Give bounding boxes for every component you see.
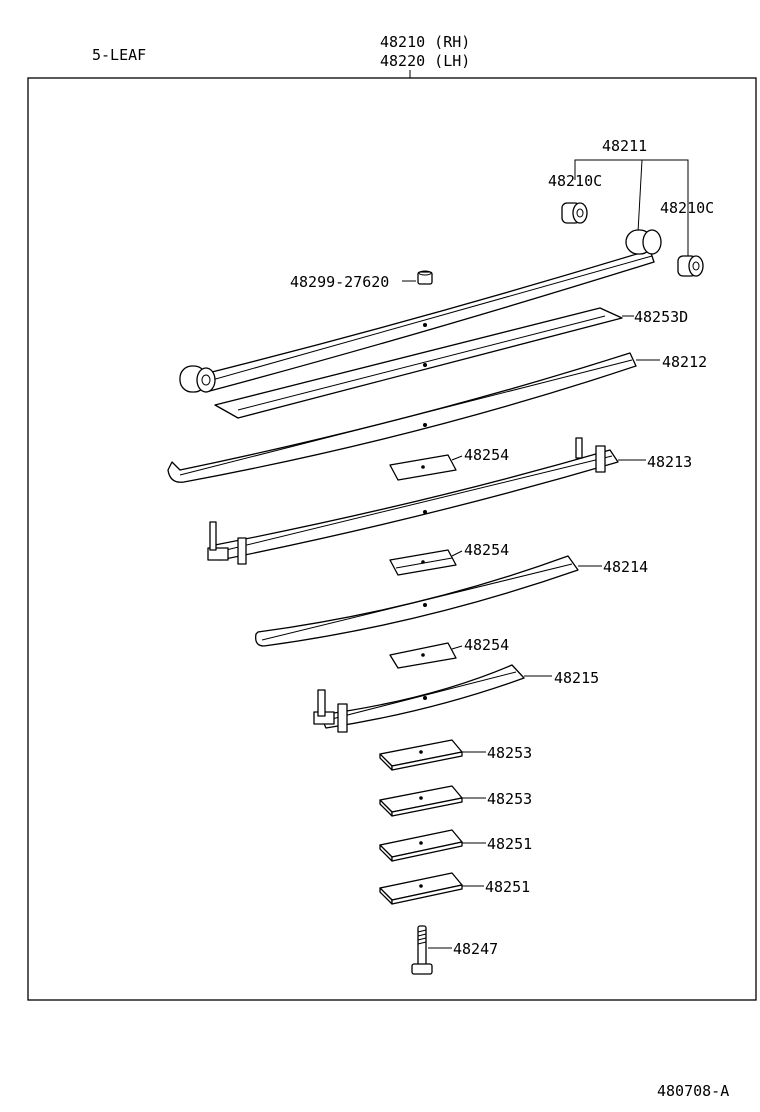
diagram-frame xyxy=(28,78,756,1000)
leaf-48214-label: 48214 xyxy=(603,558,649,576)
spacer-2 xyxy=(380,786,462,816)
liner-1-leader xyxy=(452,456,462,460)
variant-label: 5-LEAF xyxy=(92,46,147,64)
spacer-top-label: 48253D xyxy=(634,308,689,326)
spacer-1 xyxy=(380,740,462,770)
plate-2 xyxy=(380,873,462,904)
liner-3-leader xyxy=(452,646,462,649)
leaf-48212-label: 48212 xyxy=(662,353,708,371)
assembly-rh-label: 48210 (RH) xyxy=(380,33,471,51)
leaf-48215 xyxy=(314,665,524,732)
bushing-group-leader xyxy=(638,160,642,232)
assembly-lh-label: 48220 (LH) xyxy=(380,52,471,70)
liner-1-label: 48254 xyxy=(464,446,510,464)
clip-nut-label: 48299-27620 xyxy=(290,273,390,291)
liner-2-leader xyxy=(452,551,462,556)
bushing-right xyxy=(678,256,703,276)
bushing-right-label: 48210C xyxy=(660,199,715,217)
leaf-48213-label: 48213 xyxy=(647,453,693,471)
plate-1-label: 48251 xyxy=(487,835,533,853)
liner-2-label: 48254 xyxy=(464,541,510,559)
spacer-1-label: 48253 xyxy=(487,744,533,762)
liner-1 xyxy=(390,455,456,480)
plate-2-label: 48251 xyxy=(485,878,531,896)
spacer-2-label: 48253 xyxy=(487,790,533,808)
liner-3-label: 48254 xyxy=(464,636,510,654)
liner-3 xyxy=(390,643,456,668)
center-bolt-label: 48247 xyxy=(453,940,499,958)
center-bolt xyxy=(412,926,432,974)
plate-1 xyxy=(380,830,462,861)
leaf-48215-label: 48215 xyxy=(554,669,600,687)
clip-nut xyxy=(418,271,432,284)
bushing-group-label: 48211 xyxy=(602,137,648,155)
bushing-left-label: 48210C xyxy=(548,172,603,190)
diagram-code: 480708-A xyxy=(657,1082,730,1100)
bushing-left xyxy=(562,203,587,223)
liner-2 xyxy=(390,550,456,575)
